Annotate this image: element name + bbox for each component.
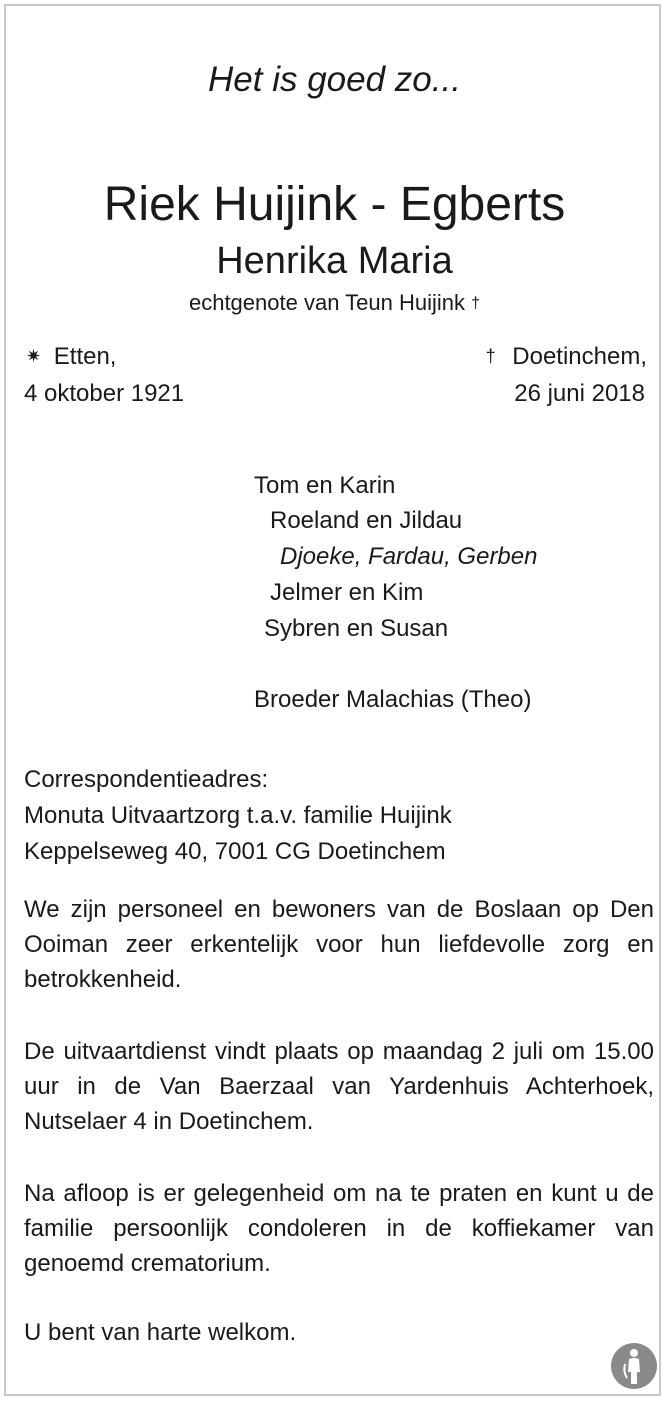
given-names: Henrika Maria [216, 240, 453, 282]
family-line: Tom en Karin [254, 472, 396, 499]
spouse-line [0, 290, 669, 316]
service-paragraph: De uitvaartdienst vindt plaats op maandag 2 juli om 15.00 uur in de Van Baerzaal van Yardenhuis Achterhoek, Nutselaer 4 in Doetinchem. [24, 1038, 654, 1135]
correspondence-label: Correspondentieadres: [24, 766, 269, 793]
correspondence-address: Monuta Uitvaartzorg t.a.v. familie Huijink [24, 802, 452, 829]
cross-icon: † [471, 295, 481, 312]
spouse-text: echtgenote van Teun Huijink [188, 290, 465, 315]
star-icon: ✷ [26, 346, 42, 366]
family-line: Sybren en Susan [264, 615, 449, 642]
family-line: Roeland en Jildau [270, 507, 463, 534]
death-date: 26 juni 2018 [514, 380, 645, 407]
death-place: Doetinchem, [512, 343, 647, 370]
welcome-line: U bent van harte welkom. [24, 1319, 297, 1346]
family-line: Broeder Malachias (Theo) [254, 686, 532, 713]
birth-date: 4 oktober 1921 [24, 380, 185, 407]
grandchildren-line: Djoeke, Fardau, Gerben [280, 543, 538, 570]
cross-icon: † [485, 346, 496, 366]
deceased-name: Riek Huijink - Egberts [103, 178, 566, 231]
after-paragraph: Na afloop is er gelegenheid om na te praten en kunt u de familie persoonlijk condoleren in de koffiekamer van genoemd crematorium. [24, 1180, 654, 1277]
birth-place: Etten, [53, 343, 117, 370]
death-place-line [486, 343, 647, 371]
thanks-paragraph: We zijn personeel en bewoners van de Boslaan op Den Ooiman zeer erkentelijk voor hun liefdevolle zorg en betrokkenheid. [24, 896, 654, 993]
family-line: Jelmer en Kim [270, 579, 424, 606]
memorial-figure-logo [610, 1342, 658, 1390]
birth-place-line [26, 343, 116, 371]
correspondence-address: Keppelseweg 40, 7001 CG Doetinchem [24, 838, 446, 865]
motto: Het is goed zo... [208, 60, 461, 99]
